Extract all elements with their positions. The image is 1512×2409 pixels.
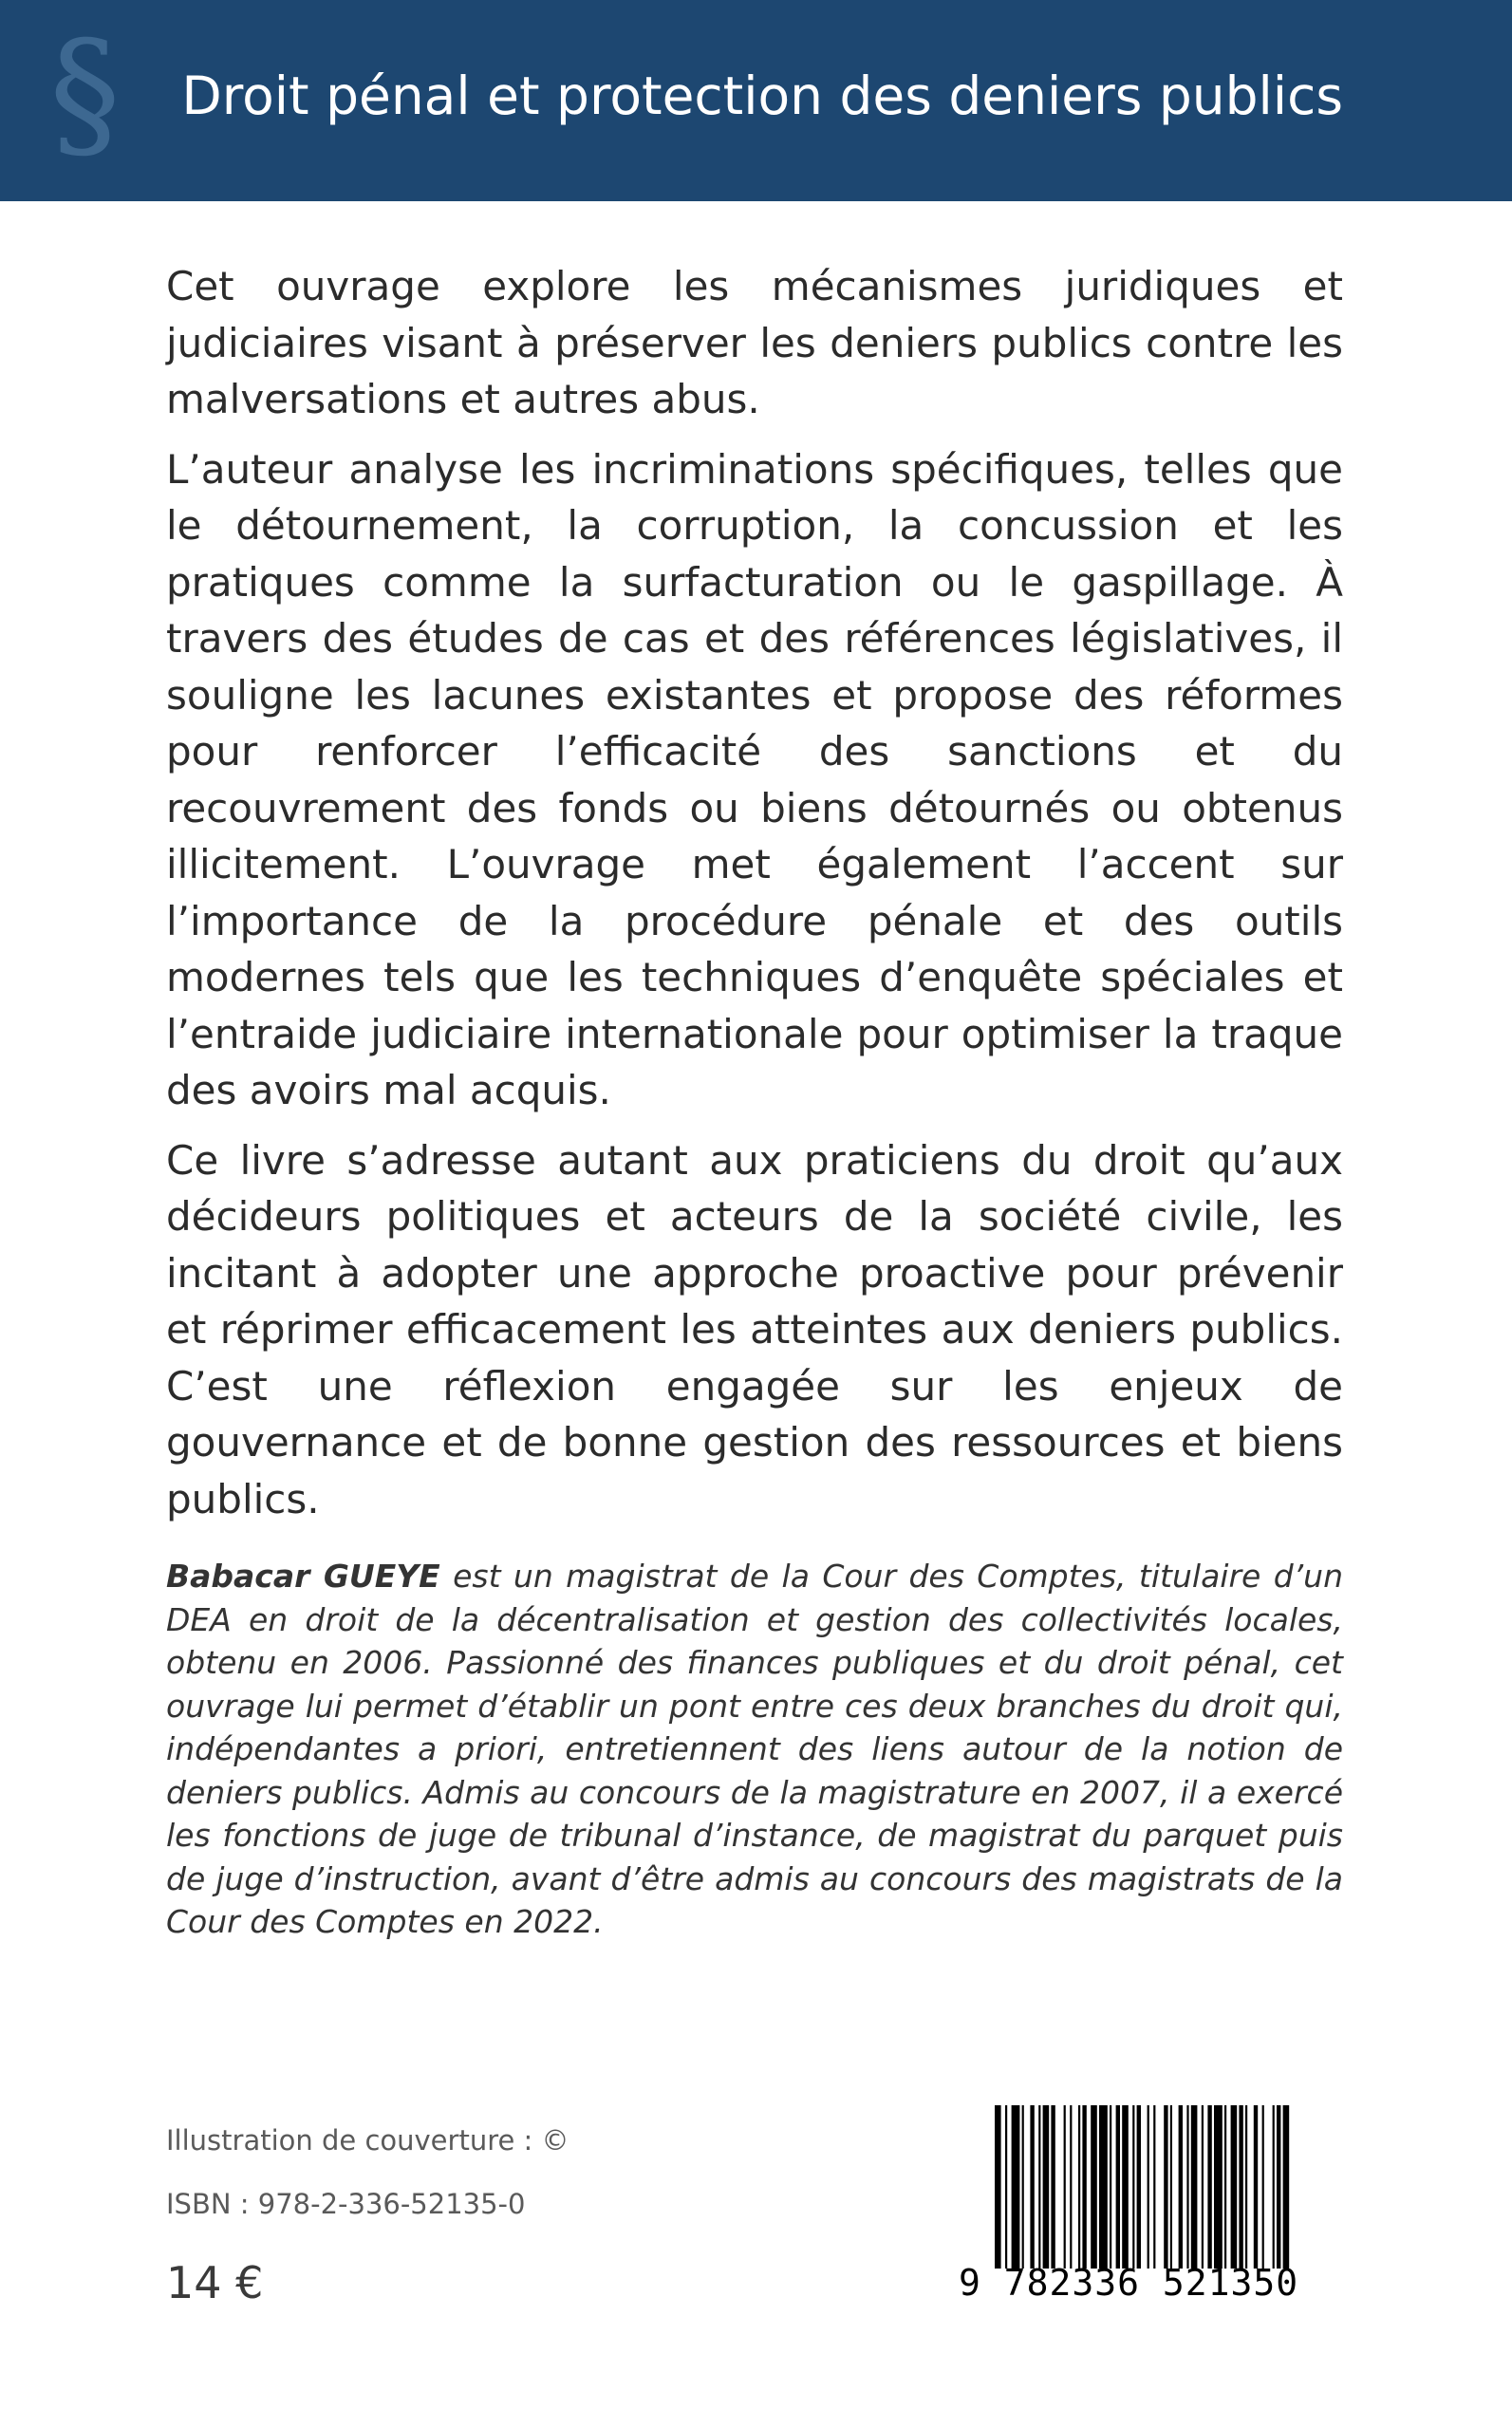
barcode-bar	[1273, 2105, 1275, 2269]
barcode-bar	[1078, 2105, 1080, 2269]
barcode-bar	[1110, 2105, 1111, 2269]
barcode-bar	[1082, 2105, 1086, 2269]
barcode-bar	[1277, 2105, 1280, 2269]
barcode-bar	[1224, 2105, 1226, 2269]
barcode-bar	[1179, 2105, 1183, 2269]
barcode-bar	[1231, 2105, 1238, 2269]
barcode-bar	[1153, 2105, 1155, 2269]
barcode-bar	[1254, 2105, 1258, 2269]
barcode-bar	[1262, 2105, 1264, 2269]
barcode-bar	[1164, 2105, 1167, 2269]
author-bio-text: est un magistrat de la Cour des Comptes, titulaire d’un DEA en droit de la décentralisation et gestion des collectivités locales, obtenu en 2006. Passionné des finances publiques et du droit pénal, cet ouvrage lui permet d’établir un pont entre ces deux branches du droit qui, indépendantes a priori, entretiennent des liens autour de la notion de deniers publics. Admis au concours de la magistrature en 2007, il a exercé les fonctions de juge de tribunal d’instance, de magistrat du parquet puis de juge d’instruction, avant d’être admis au concours des magistrats de la Cour des Comptes en 2022.	[166, 1558, 1343, 1940]
author-name: Babacar GUEYE	[166, 1558, 440, 1595]
blurb-paragraph: Ce livre s’adresse autant aux praticiens du droit qu’aux décideurs politiques et acteurs de la société civile, les incitant à adopter une approche proactive pour prévenir et réprimer efficacement les atteintes aux deniers publics. C’est une réflexion engagée sur les enjeux de gouvernance et de bonne gestion des ressources et biens publics.	[166, 1136, 1343, 1522]
barcode-bar	[1191, 2105, 1198, 2269]
barcode-digits: 9 782336 521350	[959, 2262, 1299, 2304]
barcode-bar	[1070, 2105, 1072, 2269]
blurb-paragraph: L’auteur analyse les incriminations spécifiques, telles que le détournement, la corruption, la concussion et les pratiques comme la surfacturation ou le gaspillage. À travers des études de cas et des références législatives, il souligne les lacunes existantes et propose des réformes pour renforcer l’efficacité des sanctions et du recouvrement des fonds ou biens détournés ou obtenus illicitement. L’ouvrage met également l’accent sur l’importance de la procédure pénale et des outils modernes tels que les techniques d’enquête spéciales et l’entraide judiciaire internationale pour optimiser la traque des avoirs mal acquis.	[166, 445, 1343, 1113]
barcode-bar	[1012, 2105, 1020, 2269]
barcode-bar	[1283, 2105, 1290, 2269]
barcode-bar	[1132, 2105, 1134, 2269]
cover-header-band	[0, 0, 1512, 201]
blurb-paragraph: Cet ouvrage explore les mécanismes juridiques et judiciaires visant à préserver les deniers publics contre les malversations et autres abus.	[166, 263, 1343, 422]
section-sign-icon: §	[49, 11, 121, 177]
barcode-bar	[1245, 2105, 1247, 2269]
barcode-bar	[1030, 2105, 1034, 2269]
barcode-bar	[1214, 2105, 1223, 2269]
barcode-bar	[1116, 2105, 1120, 2269]
illustration-credit: Illustration de couverture : ©	[166, 2124, 569, 2157]
series-title: Droit pénal et protection des deniers publics	[181, 65, 1343, 126]
barcode-icon	[995, 2105, 1336, 2269]
back-cover-blurb	[166, 258, 1343, 1541]
barcode-bar	[1148, 2105, 1149, 2269]
barcode-bar	[1005, 2105, 1007, 2269]
isbn-number: ISBN : 978-2-336-52135-0	[166, 2188, 526, 2220]
barcode-bar	[1051, 2105, 1055, 2269]
barcode-bar	[1099, 2105, 1108, 2269]
barcode-bar	[1122, 2105, 1129, 2269]
barcode-bar	[1170, 2105, 1172, 2269]
barcode-bar	[1239, 2105, 1242, 2269]
price-label: 14 €	[166, 2257, 264, 2308]
barcode-bar	[1207, 2105, 1211, 2269]
barcode-bar	[995, 2105, 1001, 2269]
barcode-bar	[1186, 2105, 1188, 2269]
barcode-bar	[1137, 2105, 1141, 2269]
barcode-bar	[1064, 2105, 1066, 2269]
barcode-bar	[1043, 2105, 1050, 2269]
barcode-bar	[1202, 2105, 1204, 2269]
barcode-bar	[1091, 2105, 1097, 2269]
barcode-bar	[1022, 2105, 1024, 2269]
barcode-bar	[1038, 2105, 1040, 2269]
author-bio	[166, 1555, 1343, 1944]
